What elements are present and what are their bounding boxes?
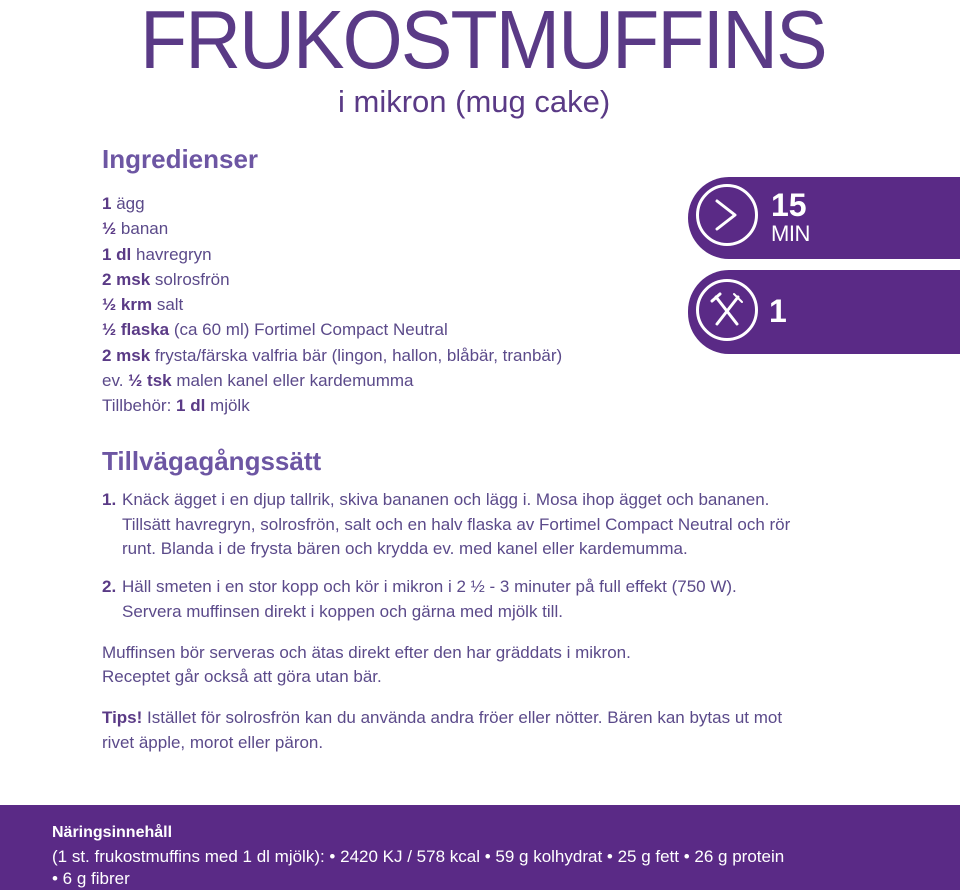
ingredients-heading: Ingredienser [102, 144, 259, 174]
step-text: Tillsätt havregryn, solrosfrön, salt och en halv flaska av Fortimel Compact Neutral och rör [122, 514, 791, 534]
note-text: Muffinsen bör serveras och ätas direkt efter den har gräddats i mikron. [102, 642, 631, 662]
method-step [102, 575, 862, 624]
step-text: Knäck ägget i en djup tallrik, skiva bananen och lägg i. Mosa ihop ägget och bananen. [122, 490, 770, 509]
step-text: Servera muffinsen direkt i koppen och gärna med mjölk till. [122, 601, 563, 621]
clock-icon [696, 184, 758, 246]
ingredient-item: 1 dl havregryn [102, 244, 212, 264]
tips-text: Istället för solrosfrön kan du använda andra fröer eller nötter. Bären kan bytas ut mot [142, 707, 783, 727]
time-value: 15 [771, 187, 807, 223]
ingredient-list [102, 191, 662, 419]
ingredient-item: ½ banan [102, 219, 169, 239]
nutrition-text: • 6 g fibrer [52, 869, 130, 888]
servings-value: 1 [769, 293, 787, 329]
tips-text: rivet äpple, morot eller päron. [102, 732, 324, 752]
ingredient-item: 2 msk solrosfrön [102, 269, 230, 289]
tips-label: Tips! [102, 707, 143, 727]
method-step [102, 488, 862, 562]
serving-note [102, 641, 862, 690]
step-number: 2. [102, 577, 117, 597]
method-section [102, 488, 862, 771]
ingredient-item: 2 msk frysta/färska valfria bär (lingon, hallon, blåbär, tranbär) [102, 345, 563, 365]
ingredient-item: 1 ägg [102, 194, 145, 213]
time-badge [688, 177, 960, 259]
tips-section [102, 706, 862, 755]
cutlery-icon [696, 279, 758, 341]
recipe-subtitle: i mikron (mug cake) [338, 84, 611, 119]
nutrition-text: (1 st. frukostmuffins med 1 dl mjölk): • 2420 KJ / 578 kcal • 59 g kolhydrat • 25 g fett • 26 g protein [52, 847, 785, 866]
step-text: runt. Blanda i de frysta bären och krydda ev. med kanel eller kardemumma. [122, 539, 688, 559]
ingredient-item: Tillbehör: 1 dl mjölk [102, 396, 250, 416]
servings-badge [688, 270, 960, 354]
nutrition-footer [0, 805, 960, 890]
step-text: Häll smeten i en stor kopp och kör i mikron i 2 ½ - 3 minuter på full effekt (750 W). [122, 577, 737, 597]
ingredient-item: ½ krm salt [102, 295, 184, 315]
time-unit: MIN [771, 221, 810, 246]
ingredient-item: ev. ½ tsk malen kanel eller kardemumma [102, 371, 414, 391]
note-text: Receptet går också att göra utan bär. [102, 667, 382, 687]
recipe-title: FRUKOSTMUFFINS [140, 0, 826, 86]
step-number: 1. [102, 490, 117, 509]
nutrition-heading: Näringsinnehåll [52, 824, 173, 841]
method-heading: Tillvägagångssätt [102, 446, 322, 476]
ingredient-item: ½ flaska (ca 60 ml) Fortimel Compact Neutral [102, 320, 448, 340]
